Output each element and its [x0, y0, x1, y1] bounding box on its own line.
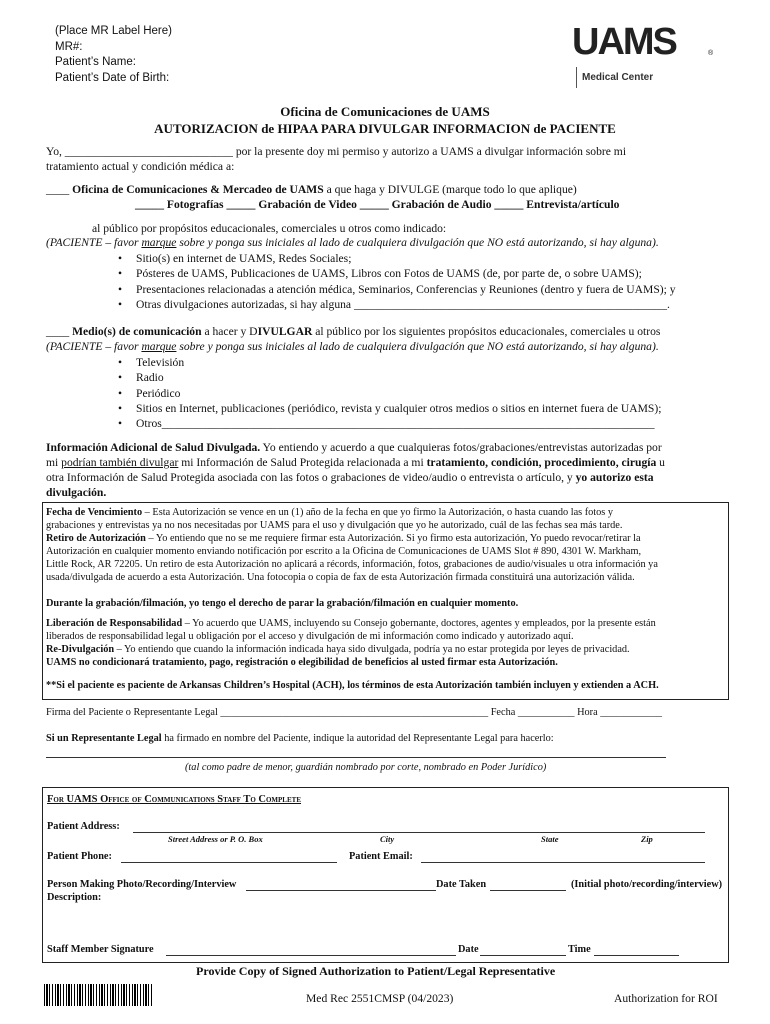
date-taken-field[interactable] [490, 890, 566, 891]
logo-subtitle: Medical Center [582, 72, 654, 83]
person-making-field[interactable] [246, 890, 436, 891]
list-item: • Televisión [118, 355, 661, 370]
logo-wordmark: UAMS [572, 21, 676, 63]
release-line-2: liberados de responsabilidad legal u obligación por el acceso y divulgación de mi información como indicado y autorizado aquí. [46, 631, 574, 642]
patient-email-label: Patient Email: [349, 851, 413, 862]
text: otra Información de Salud Protegida asociada con las fotos o grabaciones de video/audio o entrevista o artículo, y [46, 471, 576, 484]
staff-date-label: Date [458, 944, 479, 955]
purpose-line: al público por propósitos educacionales, comerciales u otros como indicado: [92, 222, 447, 235]
patient-phone-field[interactable] [121, 862, 337, 863]
revocation-line-1 [46, 532, 641, 545]
additional-info-heading: Información Adicional de Salud Divulgada. [46, 441, 261, 454]
mr-number-label: MR#: [55, 40, 83, 53]
authority-field[interactable] [46, 757, 666, 758]
release-line-1 [46, 617, 656, 630]
office-blank: ____ [46, 183, 70, 196]
authority-examples: (tal como padre de menor, guardián nombrado por corte, nombrado en Poder Jurídico) [185, 762, 547, 773]
office-name: Oficina de Comunicaciones & Mercadeo de UAMS [72, 183, 324, 196]
initial-label: (Initial photo/recording/interview) [571, 879, 723, 890]
right-to-stop: Durante la grabación/filmación, yo tengo el derecho de parar la grabación/filmación en cualquier momento. [46, 598, 519, 609]
bold-text: yo autorizo esta [575, 471, 654, 484]
logo-registered: ® [708, 50, 714, 57]
intro-line-1: Yo, _____________________________ por la presente doy mi permiso y autorizo a UAMS a divulgar información sobre mi [46, 145, 627, 158]
text: – Yo entiendo que no se me requiere firmar esta Autorización. Si yo firmo esta autorización, Yo puedo revocar/retirar la [145, 533, 641, 544]
list-item: • Otros_____________________________________________________________________________________ [118, 416, 661, 431]
patient-instruction-1 [46, 236, 659, 249]
bold-text: tratamiento, condición, procedimiento, cirugía [426, 456, 657, 469]
terms-box [42, 502, 729, 700]
expiration-line-2: grabaciones y entrevistas ya no nos necesitadas por UAMS para el uso y divulgación que yo he autorizado, cuál de las fechas sea más tarde. [46, 520, 623, 531]
list-item: • Radio [118, 370, 661, 385]
list-item: • Periódico [118, 386, 661, 401]
staff-signature-field[interactable] [166, 955, 456, 956]
underlined-text: podrían también divulgar [61, 456, 179, 469]
revocation-line-3: Little Rock, AR 72205. Un retiro de esta Autorización no aplicará a récords, información, fotos, grabaciones de audio/visuales u otra información ya [46, 559, 658, 570]
patient-address-label: Patient Address: [47, 821, 120, 832]
list-item: • Sitios en Internet, publicaciones (periódico, revista y cualquier otros medios o sitios en internet fuera de UAMS); [118, 401, 661, 416]
office-rest: a que haga y DIVULGE (marque todo lo que aplique) [326, 183, 577, 196]
form-purpose: Authorization for ROI [614, 992, 718, 1005]
additional-info-line-2 [46, 456, 665, 469]
staff-date-field[interactable] [480, 955, 566, 956]
description-label: Description: [47, 892, 102, 903]
barcode [44, 984, 154, 1006]
ach-statement: **Si el paciente es paciente de Arkansas Children’s Hospital (ACH), los términos de esta Autorización también incluyen y extienden a ACH. [46, 680, 659, 691]
staff-section [42, 787, 729, 963]
list-item: • Pósteres de UAMS, Publicaciones de UAMS, Libros con Fotos de UAMS (de, por parte de, o sobre UAMS); [118, 266, 676, 281]
no-condition-statement: UAMS no condicionará tratamiento, pago, registración o elegibilidad de beneficios al usted firmar esta Autorización. [46, 657, 558, 668]
instruction-post: sobre y ponga sus iniciales al lado de cualquiera divulgación que NO está autorizando, si hay alguna). [176, 340, 659, 353]
instruction-pre: (PACIENTE – favor [46, 340, 142, 353]
person-making-label: Person Making Photo/Recording/Interview [47, 879, 237, 890]
disclosure-list-1 [118, 251, 676, 312]
label-placeholder: (Place MR Label Here) [55, 25, 172, 37]
instruction-pre: (PACIENTE – favor [46, 236, 142, 249]
street-caption: Street Address or P. O. Box [168, 834, 263, 844]
patient-dob-label: Patient’s Date of Birth: [55, 71, 170, 84]
patient-name-label: Patient’s Name: [55, 56, 136, 68]
mr-label-block [55, 24, 172, 86]
office-title: Oficina de Comunicaciones de UAMS [280, 104, 490, 119]
media-blank: ____ [46, 325, 70, 338]
additional-info-line-1 [46, 441, 662, 454]
text: – Yo entiendo que cuando la información indicada haya sido divulgada, podría ya no estar protegida por leyes de privacidad. [114, 644, 630, 655]
redisclosure-line [46, 643, 630, 656]
city-caption: City [380, 834, 395, 844]
revocation-heading: Retiro de Autorización [46, 533, 146, 544]
additional-info-line-3 [46, 471, 654, 484]
media-line [46, 325, 660, 338]
patient-phone-label: Patient Phone: [47, 851, 112, 862]
instruction-underline: marque [141, 236, 177, 249]
list-item: • Otras divulgaciones autorizadas, si hay alguna ______________________________________________________. [118, 297, 676, 312]
provide-copy-notice: Provide Copy of Signed Authorization to Patient/Legal Representative [196, 964, 556, 978]
zip-caption: Zip [641, 834, 653, 844]
list-item: • Sitio(s) en internet de UAMS, Redes Sociales; [118, 251, 676, 266]
patient-instruction-2 [46, 340, 659, 353]
logo-divider [576, 67, 577, 88]
additional-info-line-4: divulgación. [46, 486, 107, 499]
redisclosure-heading: Re-Divulgación [46, 644, 115, 655]
patient-signature-line[interactable]: Firma del Paciente o Representante Legal ____________________________________________________ Fecha ___________ Hora ____________ [46, 707, 663, 718]
media-type-options: _____ Fotografías _____ Grabación de Video _____ Grabación de Audio _____ Entrevista/artículo [135, 198, 620, 211]
expiration-line-1 [46, 506, 613, 519]
text: u [656, 456, 665, 469]
release-heading: Liberación de Responsabilidad [46, 618, 183, 629]
text: ha firmado en nombre del Paciente, indique la autoridad del Representante Legal para hacerlo: [161, 733, 554, 744]
disclosure-list-2 [118, 355, 661, 431]
media-bold: Medio(s) de comunicación [72, 325, 202, 338]
staff-section-header: For UAMS Office of Communications Staff To Complete [47, 794, 301, 805]
list-item: • Presentaciones relacionadas a atención médica, Seminarios, Conferencias y Reuniones (dentro y fuera de UAMS); y [118, 282, 676, 297]
instruction-post: sobre y ponga sus iniciales al lado de cualquiera divulgación que NO está autorizando, si hay alguna). [176, 236, 659, 249]
representative-heading: Si un Representante Legal [46, 733, 162, 744]
uams-logo [572, 20, 712, 90]
media-mid: a hacer y D [201, 325, 258, 338]
intro-line-2: tratamiento actual y condición médica a: [46, 160, 235, 173]
expiration-heading: Fecha de Vencimiento [46, 507, 143, 518]
patient-email-field[interactable] [421, 862, 705, 863]
text: – Yo acuerdo que UAMS, incluyendo su Consejo gobernante, doctores, agentes y empleados, por la presente están [182, 618, 656, 629]
state-caption: State [541, 834, 559, 844]
revocation-line-4: usada/divulgada de acuerdo a esta Autorización. Una fotocopia o copia de fax de esta Autorización firmada constituirá una autorización válida. [46, 572, 635, 583]
revocation-line-2: Autorización en cualquier momento enviando notificación por escrito a la Oficina de Comunicaciones de UAMS Slot # 890, 4301 W. Markham, [46, 546, 642, 557]
staff-signature-label: Staff Member Signature [47, 944, 154, 955]
staff-time-label: Time [568, 944, 591, 955]
text: mi Información de Salud Protegida relacionada a mi [178, 456, 427, 469]
media-bold-2: IVULGAR [257, 325, 313, 338]
staff-time-field[interactable] [594, 955, 679, 956]
date-taken-label: Date Taken [436, 879, 487, 890]
office-line [46, 183, 577, 196]
form-title: AUTORIZACION de HIPAA PARA DIVULGAR INFORMACION de PACIENTE [154, 121, 616, 136]
media-rest: al público por los siguientes propósitos educacionales, comerciales u otros [312, 325, 661, 338]
instruction-underline: marque [141, 340, 177, 353]
representative-line [46, 732, 554, 745]
text: – Esta Autorización se vence en un (1) año de la fecha en que yo firmo la Autorización, o hasta cuando las fotos y [142, 507, 614, 518]
form-number: Med Rec 2551CMSP (04/2023) [306, 992, 454, 1005]
text: mi [46, 456, 62, 469]
additional-info-text: Yo entiendo y acuerdo a que cualquieras fotos/grabaciones/entrevistas autorizadas por [260, 441, 662, 454]
